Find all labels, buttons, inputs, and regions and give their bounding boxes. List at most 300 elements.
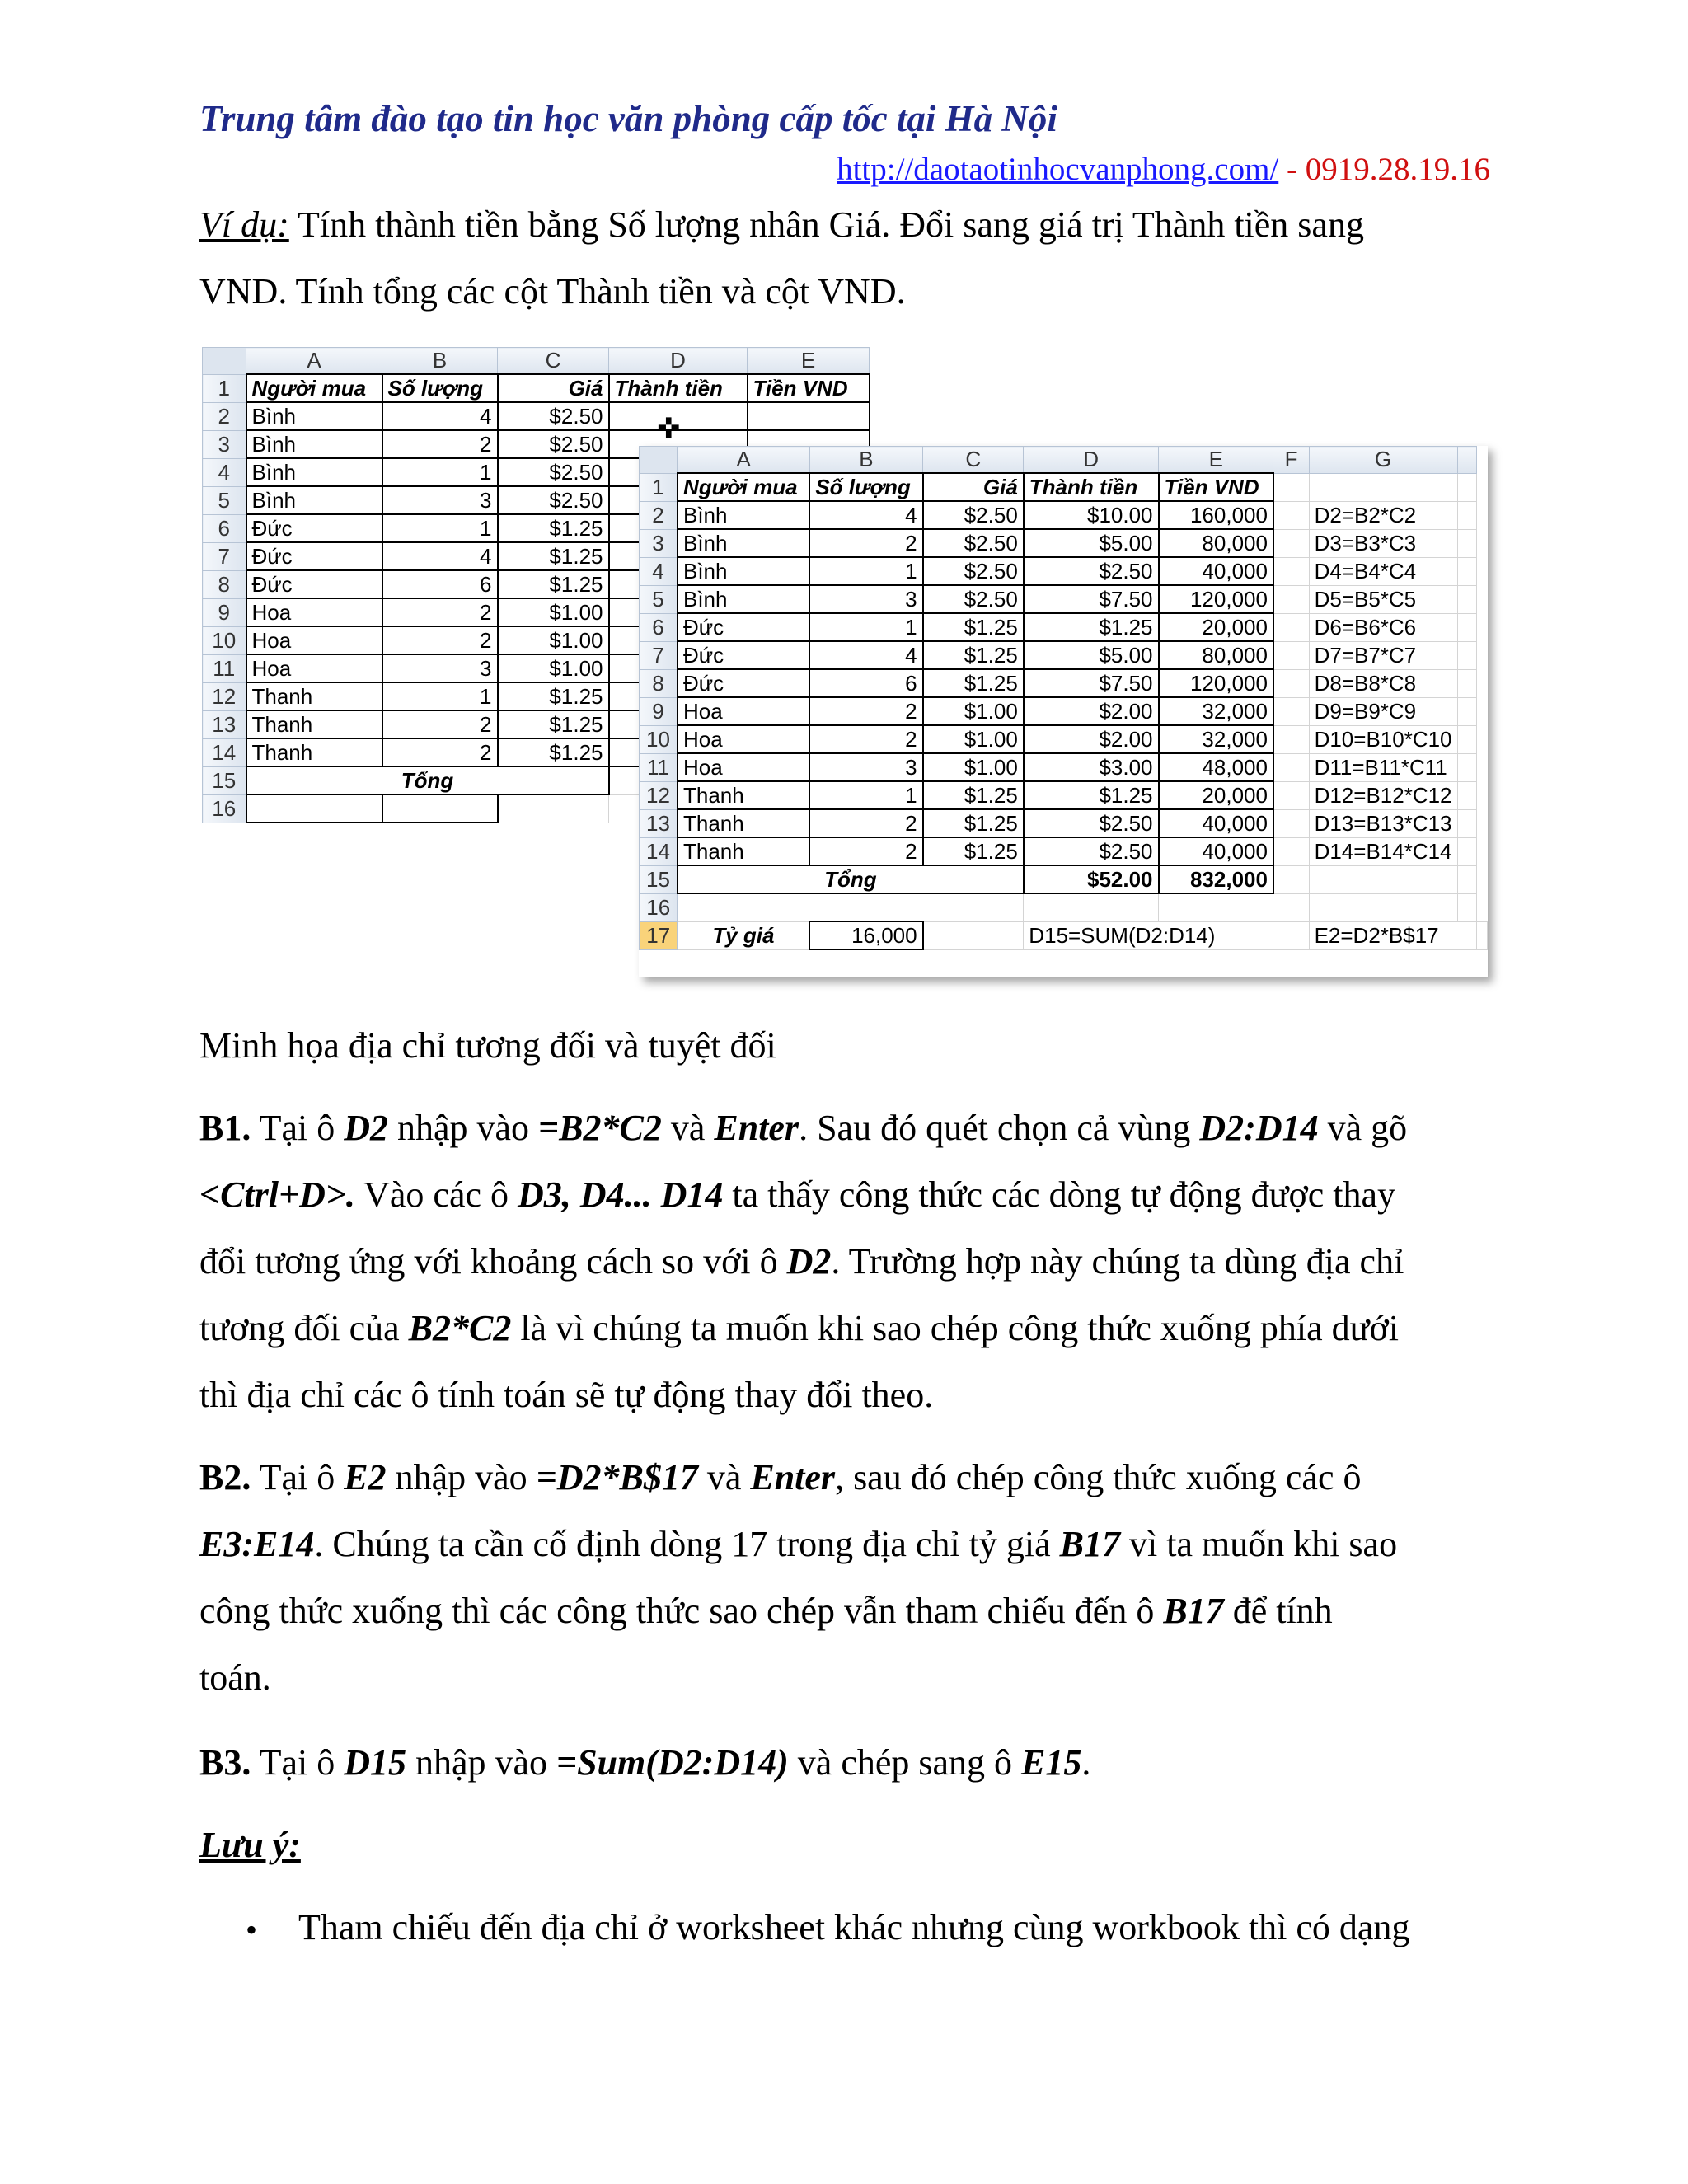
text: . Chúng ta cần cố định dòng 17 trong địa chỉ tỷ giá	[314, 1524, 1060, 1564]
cell-ref: E2	[344, 1457, 387, 1497]
text: Tại ô	[251, 1457, 345, 1497]
cell[interactable]	[1457, 501, 1476, 529]
cell[interactable]: $1.25	[923, 641, 1024, 669]
cell[interactable]: $1.25	[923, 613, 1024, 641]
cell[interactable]: $2.50	[1024, 809, 1159, 837]
cell[interactable]	[1273, 557, 1309, 585]
cell[interactable]: $1.25	[1024, 613, 1159, 641]
cell[interactable]: 2	[809, 725, 922, 753]
example-label: Ví dụ:	[199, 204, 289, 245]
cell[interactable]: 1	[809, 781, 922, 809]
row-header[interactable]: 11	[203, 654, 246, 682]
cell[interactable]: 2	[382, 598, 498, 626]
sheet2-grid	[639, 446, 1488, 950]
row-header[interactable]: 12	[640, 781, 678, 809]
text: để tính	[1223, 1591, 1333, 1631]
column-header[interactable]	[1457, 447, 1476, 474]
cell[interactable]: $5.00	[1024, 641, 1159, 669]
cell[interactable]: 20,000	[1159, 613, 1273, 641]
cell[interactable]: $1.00	[923, 725, 1024, 753]
cell[interactable]	[498, 794, 609, 823]
column-header[interactable]: A	[246, 348, 382, 375]
sheet2-rate-row	[640, 921, 1488, 949]
formula: =B2*C2	[538, 1108, 662, 1148]
cell[interactable]: D3=B3*C3	[1309, 529, 1457, 557]
text: và	[661, 1108, 715, 1148]
cell-cursor-icon: ✜	[657, 412, 681, 445]
cell[interactable]: $1.25	[923, 781, 1024, 809]
step-label: B3.	[199, 1742, 251, 1783]
sheet1-header-row	[203, 374, 870, 402]
cell[interactable]: 6	[382, 570, 498, 598]
row-header[interactable]: 12	[203, 682, 246, 710]
cell[interactable]: Bình	[678, 557, 809, 585]
cell[interactable]: 40,000	[1159, 557, 1273, 585]
cell[interactable]: $1.00	[498, 626, 609, 654]
cell[interactable]: D9=B9*C9	[1309, 697, 1457, 725]
column-header[interactable]: B	[382, 348, 498, 375]
step-b3	[199, 1729, 1493, 1796]
cell[interactable]	[1273, 501, 1309, 529]
cell[interactable]	[1457, 809, 1476, 837]
cell[interactable]: 2	[809, 809, 922, 837]
cell[interactable]: D6=B6*C6	[1309, 613, 1457, 641]
cell[interactable]	[1273, 809, 1309, 837]
cell[interactable]	[923, 921, 1024, 949]
cell[interactable]	[246, 794, 382, 823]
cell[interactable]: D10=B10*C10	[1309, 725, 1457, 753]
cell[interactable]: 2	[809, 837, 922, 865]
row-header[interactable]: 15	[203, 766, 246, 794]
row-header[interactable]: 5	[640, 585, 678, 613]
cell[interactable]	[1273, 725, 1309, 753]
cell[interactable]	[1273, 473, 1309, 501]
text: công thức xuống thì các công thức sao chép vẫn tham chiếu đến ô	[199, 1591, 1164, 1631]
cell[interactable]	[1457, 585, 1476, 613]
cell[interactable]: 2	[382, 430, 498, 458]
cell[interactable]: 4	[382, 402, 498, 430]
cell[interactable]: 3	[382, 654, 498, 682]
cell[interactable]: Giá	[498, 374, 609, 402]
cell[interactable]	[1457, 837, 1476, 865]
row-header[interactable]: 10	[203, 626, 246, 654]
row-header[interactable]: 16	[640, 893, 678, 921]
column-header[interactable]: D	[1024, 447, 1159, 474]
cell[interactable]: Tiền VND	[748, 374, 870, 402]
cell[interactable]: 120,000	[1159, 585, 1273, 613]
cell[interactable]	[1457, 697, 1476, 725]
cell[interactable]: Bình	[246, 486, 382, 514]
table-row	[640, 809, 1488, 837]
text: và	[697, 1457, 751, 1497]
row-header[interactable]: 16	[203, 794, 246, 823]
key-name: Enter	[714, 1108, 799, 1148]
cell[interactable]: Thành tiền	[609, 374, 748, 402]
row-header[interactable]: 1	[640, 473, 678, 501]
table-row	[640, 697, 1488, 725]
cell[interactable]: 6	[809, 669, 922, 697]
cell[interactable]: $1.00	[923, 697, 1024, 725]
cell[interactable]: Giá	[923, 473, 1024, 501]
cell[interactable]: $1.25	[498, 542, 609, 570]
cell[interactable]	[1457, 781, 1476, 809]
cell[interactable]	[1273, 837, 1309, 865]
cell[interactable]: $1.00	[498, 598, 609, 626]
cell[interactable]: $1.25	[498, 682, 609, 710]
cell[interactable]: 40,000	[1159, 809, 1273, 837]
sheet1-column-headers	[203, 348, 870, 375]
cell[interactable]: $10.00	[1024, 501, 1159, 529]
page-header-title: Trung tâm đào tạo tin học văn phòng cấp tốc tại Hà Nội	[199, 98, 1057, 139]
text: là vì chúng ta muốn khi sao chép công thức xuống phía dưới	[511, 1308, 1399, 1348]
cell[interactable]: $2.50	[498, 486, 609, 514]
cell[interactable]	[1273, 865, 1309, 893]
cell[interactable]: D12=B12*C12	[1309, 781, 1457, 809]
sheet2-column-headers	[640, 447, 1488, 474]
column-header[interactable]: D	[609, 348, 748, 375]
text: vì ta muốn khi sao	[1120, 1524, 1398, 1564]
cell[interactable]: 2	[382, 710, 498, 738]
cell-ref: B17	[1163, 1591, 1224, 1631]
cell[interactable]	[1457, 473, 1476, 501]
cell[interactable]: 3	[382, 486, 498, 514]
formula: B2*C2	[408, 1308, 512, 1348]
cell[interactable]	[382, 794, 498, 823]
total-label[interactable]: Tổng	[678, 865, 1024, 893]
column-header[interactable]: G	[1309, 447, 1457, 474]
intro-line-1: Tính thành tiền bằng Số lượng nhân Giá. Đổi sang giá trị Thành tiền sang	[288, 204, 1364, 245]
table-row	[640, 837, 1488, 865]
cell[interactable]: Đức	[678, 669, 809, 697]
cell[interactable]: 1	[809, 557, 922, 585]
cell[interactable]	[1309, 865, 1457, 893]
table-row	[203, 402, 870, 430]
cell[interactable]: $1.25	[498, 738, 609, 766]
cell[interactable]: Đức	[678, 613, 809, 641]
cell[interactable]: D13=B13*C13	[1309, 809, 1457, 837]
row-header[interactable]: 13	[640, 809, 678, 837]
cell[interactable]: D7=B7*C7	[1309, 641, 1457, 669]
row-header[interactable]: 3	[640, 529, 678, 557]
cell[interactable]: 3	[809, 585, 922, 613]
cell[interactable]: Bình	[678, 501, 809, 529]
table-row	[640, 753, 1488, 781]
cell[interactable]: Hoa	[678, 697, 809, 725]
cell[interactable]: 2	[809, 529, 922, 557]
step-label: B1.	[199, 1108, 251, 1148]
bullet-item: Tham chiếu đến địa chỉ ở worksheet khác nhưng cùng workbook thì có dạng	[298, 1907, 1410, 1947]
bullet-icon: •	[246, 1911, 258, 1948]
row-header[interactable]: 1	[203, 374, 246, 402]
cell[interactable]: $2.50	[498, 402, 609, 430]
row-header[interactable]: 2	[203, 402, 246, 430]
cell[interactable]	[1273, 585, 1309, 613]
cell[interactable]: Đức	[246, 514, 382, 542]
cell[interactable]	[1457, 669, 1476, 697]
row-header[interactable]: 11	[640, 753, 678, 781]
cell[interactable]	[748, 402, 870, 430]
cell[interactable]: $1.25	[923, 809, 1024, 837]
row-header[interactable]: 6	[640, 613, 678, 641]
cell[interactable]: 160,000	[1159, 501, 1273, 529]
caption: Minh họa địa chỉ tương đối và tuyệt đối	[199, 1025, 776, 1066]
cell[interactable]	[1273, 921, 1309, 949]
table-row	[640, 557, 1488, 585]
cell[interactable]	[1457, 529, 1476, 557]
rate-label[interactable]: Tỷ giá	[678, 921, 809, 949]
cell[interactable]	[1273, 641, 1309, 669]
select-all-corner[interactable]	[640, 447, 678, 474]
sum-formula-note[interactable]: D15=SUM(D2:D14)	[1024, 921, 1273, 949]
cell[interactable]: $2.00	[1024, 697, 1159, 725]
cell[interactable]: 3	[809, 753, 922, 781]
total-tien-vnd[interactable]: 832,000	[1159, 865, 1273, 893]
cell[interactable]: Hoa	[246, 598, 382, 626]
row-header[interactable]: 8	[203, 570, 246, 598]
cell[interactable]: $2.50	[923, 585, 1024, 613]
cell[interactable]: Thanh	[678, 837, 809, 865]
cell[interactable]	[1477, 921, 1488, 949]
cell[interactable]: $1.00	[923, 753, 1024, 781]
phone-number: 0919.28.19.16	[1305, 152, 1490, 187]
vnd-formula-note[interactable]: E2=D2*B$17	[1309, 921, 1476, 949]
cell[interactable]: 20,000	[1159, 781, 1273, 809]
cell[interactable]: $5.00	[1024, 529, 1159, 557]
cell[interactable]: Hoa	[678, 725, 809, 753]
cell[interactable]	[1024, 893, 1159, 921]
text: .	[1081, 1742, 1091, 1783]
cell[interactable]: $7.50	[1024, 585, 1159, 613]
cell[interactable]: Người mua	[246, 374, 382, 402]
column-header[interactable]: F	[1273, 447, 1309, 474]
row-header[interactable]: 5	[203, 486, 246, 514]
text: đổi tương ứng với khoảng cách so với ô	[199, 1241, 787, 1282]
row-header[interactable]: 6	[203, 514, 246, 542]
cell[interactable]: 48,000	[1159, 753, 1273, 781]
row-header[interactable]: 2	[640, 501, 678, 529]
table-row	[640, 613, 1488, 641]
row-header[interactable]: 14	[203, 738, 246, 766]
cell[interactable]	[1273, 613, 1309, 641]
column-header[interactable]: E	[748, 348, 870, 375]
column-header[interactable]: A	[678, 447, 809, 474]
row-header[interactable]: 7	[640, 641, 678, 669]
cell[interactable]: Bình	[246, 430, 382, 458]
text: , sau đó chép công thức xuống các ô	[835, 1457, 1362, 1497]
intro-line-2: VND. Tính tổng các cột Thành tiền và cột VND.	[199, 271, 906, 312]
text: nhập vào	[387, 1108, 539, 1148]
cell[interactable]: 40,000	[1159, 837, 1273, 865]
website-link[interactable]: http://daotaotinhocvanphong.com/	[837, 152, 1279, 187]
total-thanh-tien[interactable]: $52.00	[1024, 865, 1159, 893]
cell[interactable]: Tiền VND	[1159, 473, 1273, 501]
cell[interactable]: D8=B8*C8	[1309, 669, 1457, 697]
row-header[interactable]: 15	[640, 865, 678, 893]
cell[interactable]: 32,000	[1159, 697, 1273, 725]
cell[interactable]: $2.50	[498, 430, 609, 458]
cell[interactable]	[1159, 893, 1273, 921]
cell[interactable]: $2.00	[1024, 725, 1159, 753]
cell[interactable]: $1.25	[498, 514, 609, 542]
cell[interactable]	[1457, 865, 1476, 893]
cell[interactable]: 80,000	[1159, 529, 1273, 557]
row-header[interactable]: 17	[640, 921, 678, 949]
text: Tại ô	[251, 1742, 345, 1783]
row-header[interactable]: 8	[640, 669, 678, 697]
text: tương đối của	[199, 1308, 409, 1348]
table-row	[640, 781, 1488, 809]
cell[interactable]: Hoa	[678, 753, 809, 781]
cell[interactable]: 1	[382, 458, 498, 486]
cell[interactable]: D11=B11*C11	[1309, 753, 1457, 781]
column-header[interactable]: C	[498, 348, 609, 375]
rate-value[interactable]: 16,000	[809, 921, 922, 949]
row-header[interactable]: 9	[640, 697, 678, 725]
table-row	[640, 725, 1488, 753]
cell[interactable]: Bình	[246, 458, 382, 486]
header-contact	[837, 151, 1490, 188]
cell[interactable]: Đức	[246, 570, 382, 598]
cell[interactable]: Người mua	[678, 473, 809, 501]
spreadsheet-after	[639, 446, 1488, 977]
phone-separator: -	[1278, 152, 1306, 187]
select-all-corner[interactable]	[203, 348, 246, 375]
text: . Trường hợp này chúng ta dùng địa chỉ	[831, 1241, 1404, 1282]
text: và gõ	[1318, 1108, 1408, 1148]
cell[interactable]	[1457, 557, 1476, 585]
cell[interactable]: Số lượng	[382, 374, 498, 402]
cell[interactable]: Bình	[678, 529, 809, 557]
step-label: B2.	[199, 1457, 251, 1497]
cell[interactable]: 120,000	[1159, 669, 1273, 697]
cell[interactable]	[1273, 529, 1309, 557]
text: ta thấy công thức các dòng tự động được thay	[723, 1174, 1396, 1215]
cell[interactable]: 4	[809, 641, 922, 669]
cell[interactable]: $7.50	[1024, 669, 1159, 697]
cell[interactable]: Đức	[246, 542, 382, 570]
cell-ref: E15	[1021, 1742, 1082, 1783]
sheet2-total-row	[640, 865, 1488, 893]
cell[interactable]	[1457, 753, 1476, 781]
cell-ref: D2	[344, 1108, 388, 1148]
formula: =D2*B$17	[536, 1457, 698, 1497]
table-row	[640, 641, 1488, 669]
cell[interactable]	[1273, 753, 1309, 781]
cell-ref: D15	[344, 1742, 406, 1783]
cell[interactable]: Đức	[678, 641, 809, 669]
cell[interactable]: $3.00	[1024, 753, 1159, 781]
cell-ref: D2	[786, 1241, 832, 1282]
cell[interactable]: 2	[809, 697, 922, 725]
column-header[interactable]: C	[923, 447, 1024, 474]
cell[interactable]: $1.25	[498, 570, 609, 598]
cell[interactable]: $1.25	[498, 710, 609, 738]
cell[interactable]: Thanh	[246, 682, 382, 710]
text: nhập vào	[386, 1457, 537, 1497]
cell[interactable]: $2.50	[923, 529, 1024, 557]
cell[interactable]: Bình	[678, 585, 809, 613]
text: nhập vào	[406, 1742, 557, 1783]
total-label[interactable]: Tổng	[246, 766, 609, 794]
row-header[interactable]: 4	[640, 557, 678, 585]
cell[interactable]: Hoa	[246, 626, 382, 654]
cell[interactable]: $2.50	[923, 501, 1024, 529]
cell[interactable]	[1457, 613, 1476, 641]
cell[interactable]: 80,000	[1159, 641, 1273, 669]
cell[interactable]: Thanh	[246, 710, 382, 738]
cell[interactable]: Số lượng	[809, 473, 922, 501]
cell[interactable]: Bình	[246, 402, 382, 430]
cell[interactable]: Thành tiền	[1024, 473, 1159, 501]
column-header[interactable]: E	[1159, 447, 1273, 474]
formula: =Sum(D2:D14)	[556, 1742, 789, 1783]
text: thì địa chỉ các ô tính toán sẽ tự động thay đổi theo.	[199, 1375, 934, 1415]
cell[interactable]: Hoa	[246, 654, 382, 682]
cell[interactable]: D14=B14*C14	[1309, 837, 1457, 865]
text: toán.	[199, 1657, 271, 1698]
cell[interactable]: 32,000	[1159, 725, 1273, 753]
cell-range: E3:E14	[199, 1524, 315, 1564]
cell[interactable]: 4	[809, 501, 922, 529]
cell[interactable]: 2	[382, 626, 498, 654]
cell[interactable]: D5=B5*C5	[1309, 585, 1457, 613]
cell[interactable]	[1273, 697, 1309, 725]
cell[interactable]: D4=B4*C4	[1309, 557, 1457, 585]
cell[interactable]	[1273, 893, 1309, 921]
cell[interactable]: $2.50	[923, 557, 1024, 585]
table-row	[640, 501, 1488, 529]
row-header[interactable]: 4	[203, 458, 246, 486]
cell[interactable]: $2.50	[1024, 837, 1159, 865]
cell[interactable]: $1.25	[1024, 781, 1159, 809]
row-header[interactable]: 14	[640, 837, 678, 865]
row-header[interactable]: 9	[203, 598, 246, 626]
cell[interactable]	[1457, 725, 1476, 753]
cell[interactable]: 1	[809, 613, 922, 641]
cell[interactable]	[1309, 893, 1457, 921]
cell[interactable]	[1309, 473, 1457, 501]
table-row	[640, 669, 1488, 697]
cell[interactable]: $2.50	[1024, 557, 1159, 585]
cell[interactable]	[1273, 781, 1309, 809]
text: Tại ô	[251, 1108, 345, 1148]
cell[interactable]: 2	[382, 738, 498, 766]
row-header[interactable]: 3	[203, 430, 246, 458]
cell[interactable]	[1457, 641, 1476, 669]
cell[interactable]: Thanh	[678, 809, 809, 837]
row-header[interactable]: 13	[203, 710, 246, 738]
cell[interactable]: $1.00	[498, 654, 609, 682]
text: . Sau đó quét chọn cả vùng	[799, 1108, 1200, 1148]
cell[interactable]	[678, 893, 1024, 921]
cell[interactable]: Thanh	[246, 738, 382, 766]
cell[interactable]	[1273, 669, 1309, 697]
row-header[interactable]: 10	[640, 725, 678, 753]
table-row	[640, 529, 1488, 557]
cell[interactable]: $2.50	[498, 458, 609, 486]
cell[interactable]: $1.25	[923, 837, 1024, 865]
row-header[interactable]: 7	[203, 542, 246, 570]
cell[interactable]: Thanh	[678, 781, 809, 809]
column-header[interactable]: B	[809, 447, 922, 474]
cell[interactable]: 4	[382, 542, 498, 570]
cell[interactable]: 1	[382, 682, 498, 710]
cell[interactable]: D2=B2*C2	[1309, 501, 1457, 529]
cell[interactable]	[1457, 893, 1476, 921]
cell[interactable]: $1.25	[923, 669, 1024, 697]
cell[interactable]: 1	[382, 514, 498, 542]
cell-ref: D3, D4... D14	[518, 1174, 724, 1215]
